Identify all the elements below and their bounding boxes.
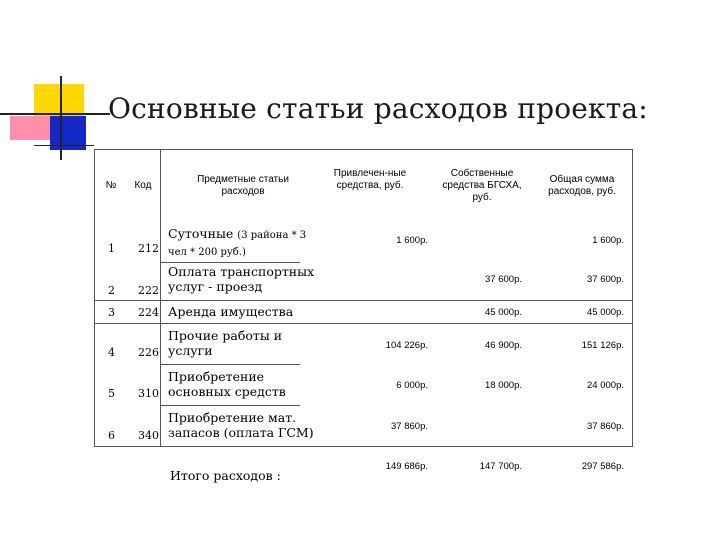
row-total: 24 000р.: [587, 380, 624, 391]
row-item: Оплата транспортных услуг - проезд: [168, 264, 315, 294]
row-item-main: Суточные: [168, 226, 234, 241]
row-attracted: 6 000р.: [396, 380, 428, 391]
row-total: 151 126р.: [581, 340, 624, 351]
row-attracted: 1 600р.: [396, 235, 428, 246]
table-border-top: [94, 149, 633, 150]
row-own: 46 900р.: [485, 340, 522, 351]
row-no: 6: [108, 429, 115, 442]
row-total: 37 860р.: [587, 421, 624, 432]
row-attracted: 104 226р.: [385, 340, 428, 351]
row-own: 37 600р.: [485, 274, 522, 285]
row-no: 2: [108, 284, 115, 297]
row-code: 310: [138, 387, 159, 400]
row-no: 3: [108, 306, 115, 319]
logo-vertical-line: [60, 76, 62, 160]
row-code: 340: [138, 429, 159, 442]
logo-pink-square: [10, 116, 50, 140]
row-total: 37 600р.: [587, 274, 624, 285]
row-no: 5: [108, 387, 115, 400]
header-total: Общая сумма расходов, руб.: [548, 174, 616, 197]
totals-attracted: 149 686р.: [385, 461, 428, 472]
row-code: 224: [138, 306, 159, 319]
logo-underline: [34, 145, 94, 146]
row-no: 4: [108, 346, 115, 359]
header-no: №: [105, 180, 117, 191]
logo-horizontal-line: [0, 113, 110, 115]
row-divider: [160, 364, 300, 365]
row-own: 45 000р.: [485, 307, 522, 318]
row-no: 1: [108, 242, 115, 255]
row-item: Прочие работы и услуги: [168, 328, 283, 358]
row-divider: [160, 405, 300, 406]
row-item: [168, 226, 328, 260]
row-own: 18 000р.: [485, 380, 522, 391]
row-attracted: 37 860р.: [391, 421, 428, 432]
row-item-note: (3 района * 3 чел * 200 руб.): [168, 230, 307, 258]
page-title: Основные статьи расходов проекта:: [108, 92, 648, 125]
row-divider: [94, 323, 633, 324]
row-item: Приобретение мат. запасов (оплата ГСМ): [168, 410, 314, 440]
totals-own: 147 700р.: [479, 461, 522, 472]
row-code: 212: [138, 242, 159, 255]
row-code: 222: [138, 284, 159, 297]
row-divider: [160, 262, 300, 263]
header-code: Код: [134, 180, 152, 191]
row-divider: [94, 300, 633, 301]
totals-label: Итого расходов :: [170, 468, 281, 483]
table-border-left: [94, 149, 95, 447]
row-code: 226: [138, 346, 159, 359]
logo-decoration: [0, 0, 110, 170]
header-attracted: Привлечен-ные средства, руб.: [333, 168, 407, 191]
row-total: 1 600р.: [592, 235, 624, 246]
row-item: Аренда имущества: [168, 304, 294, 319]
header-own: Собственные средства БГСХА, руб.: [442, 168, 522, 203]
table-border-bottom: [94, 446, 633, 447]
header-items: Предметные статьи расходов: [197, 174, 289, 197]
totals-total: 297 586р.: [581, 461, 624, 472]
row-item: Приобретение основных средств: [168, 369, 286, 399]
table-border-right: [632, 149, 633, 447]
table-divider-items: [160, 149, 161, 447]
row-total: 45 000р.: [587, 307, 624, 318]
